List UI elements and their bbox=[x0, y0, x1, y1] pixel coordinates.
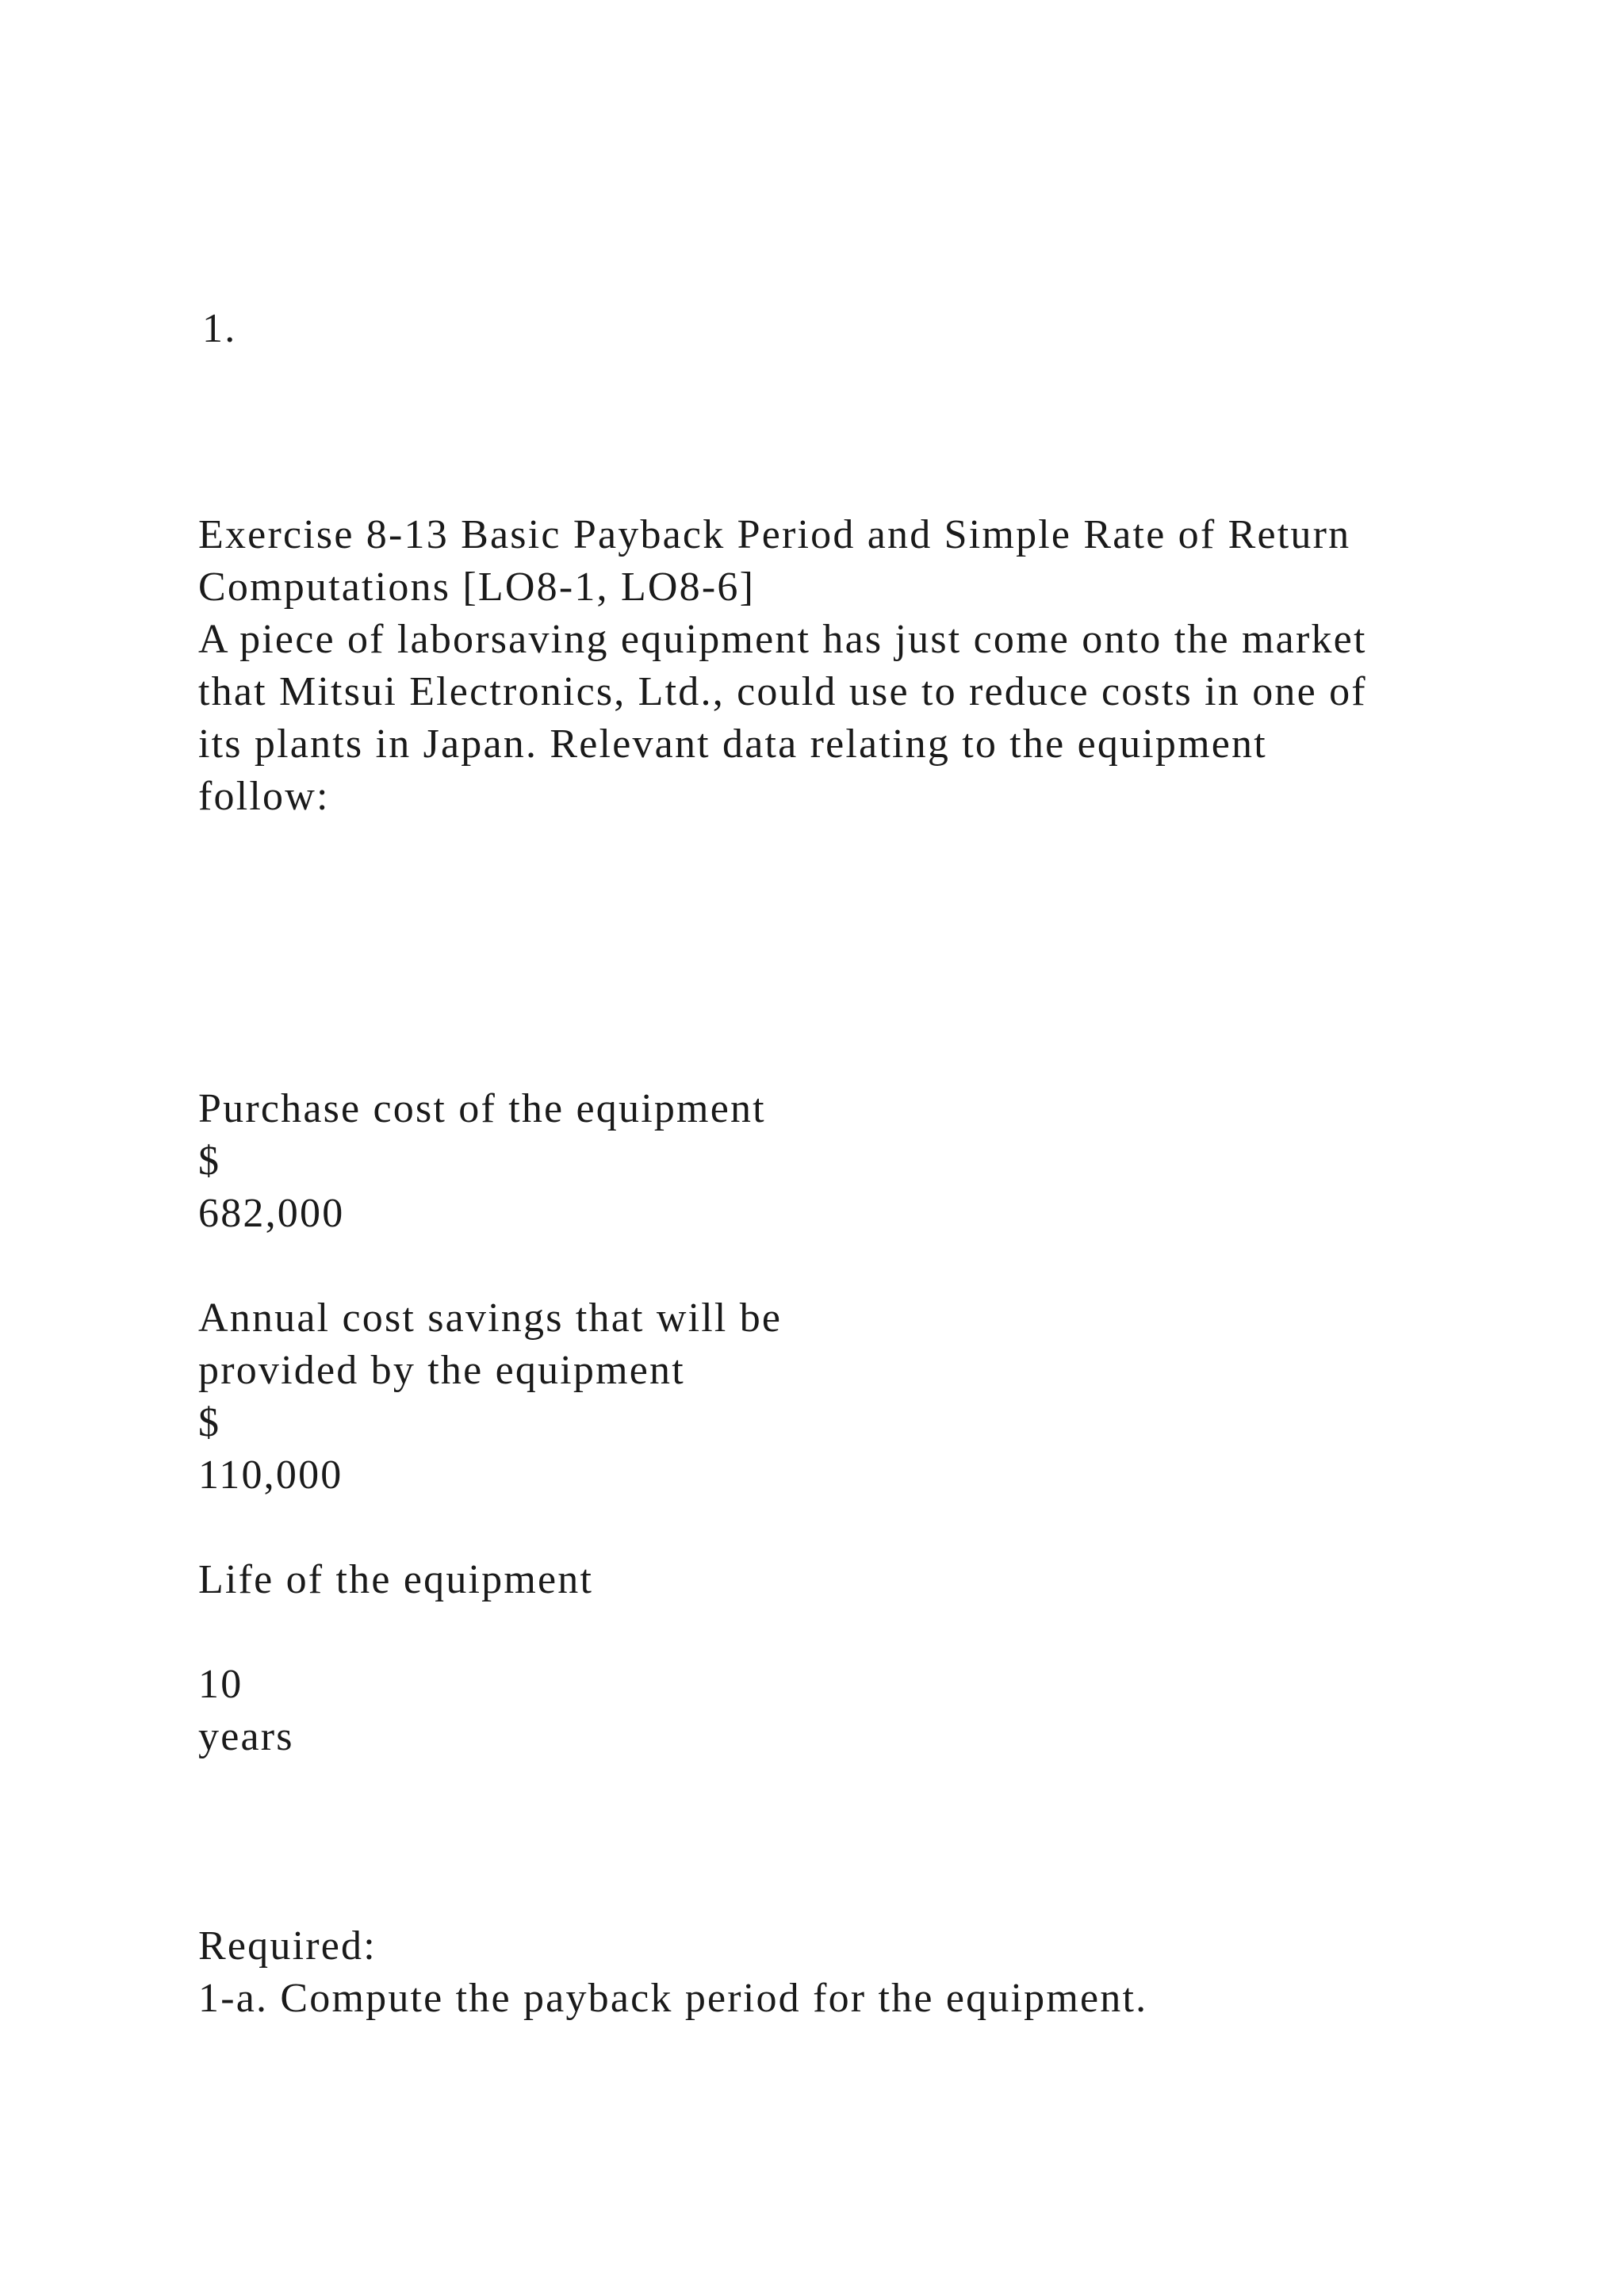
intro-line-4: follow: bbox=[198, 774, 330, 819]
intro-line-1: A piece of laborsaving equipment has just come onto the market bbox=[198, 617, 1367, 662]
life-unit: years bbox=[198, 1714, 294, 1759]
required-item-1a: 1-a. Compute the payback period for the equipment. bbox=[198, 1976, 1148, 2021]
purchase-cost-label: Purchase cost of the equipment bbox=[198, 1086, 766, 1131]
required-heading: Required: bbox=[198, 1923, 377, 1969]
purchase-cost-value: 682,000 bbox=[198, 1191, 345, 1236]
annual-savings-label-line-1: Annual cost savings that will be bbox=[198, 1295, 783, 1341]
purchase-cost-currency: $ bbox=[198, 1138, 221, 1184]
annual-savings-currency: $ bbox=[198, 1400, 221, 1445]
exercise-title-line-2: Computations [LO8-1, LO8-6] bbox=[198, 564, 756, 610]
life-value: 10 bbox=[198, 1662, 243, 1707]
life-label: Life of the equipment bbox=[198, 1557, 594, 1602]
intro-line-3: its plants in Japan. Relevant data relating to the equipment bbox=[198, 721, 1267, 767]
item-number: 1. bbox=[202, 306, 237, 351]
annual-savings-label-line-2: provided by the equipment bbox=[198, 1348, 685, 1393]
intro-line-2: that Mitsui Electronics, Ltd., could use to reduce costs in one of bbox=[198, 669, 1367, 714]
exercise-title-line-1: Exercise 8-13 Basic Payback Period and Simple Rate of Return bbox=[198, 512, 1351, 557]
annual-savings-value: 110,000 bbox=[198, 1452, 343, 1498]
